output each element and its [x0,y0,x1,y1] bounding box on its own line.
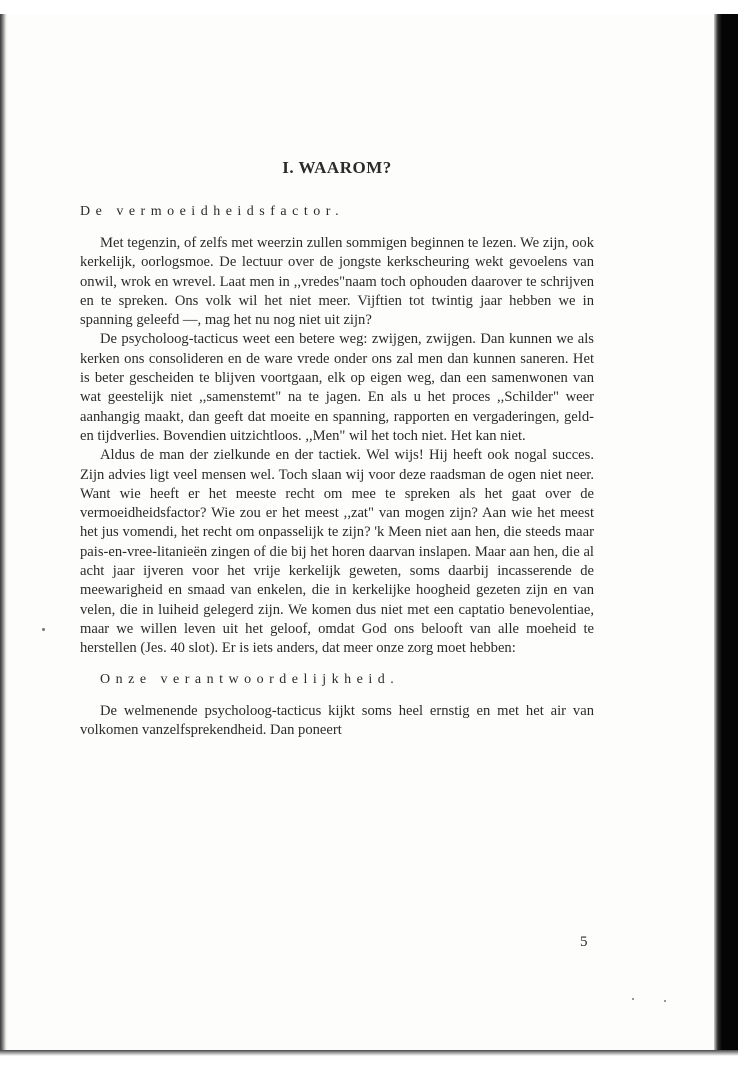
chapter-title: I. WAAROM? [282,158,392,177]
page-left-binding-edge [0,14,8,1054]
scan-speck [664,1000,666,1002]
paragraph: De psycholoog-tacticus weet een betere weg: zwijgen, zwijgen. Dan kunnen we als kerken ons consolideren en de ware vrede onder ons zal men dan kunnen saneren. Het is beter gescheiden te blijven voortgaan, elk op eigen weg, dan een samenwonen van wat geestelijk niet ,,samenstemt" na te jagen. En als u het proces ,,Schilder" weer aanhangig maakt, dan geeft dat moeite en spanning, rapporten en vergaderingen, geld- en tijdverlies. Bovendien uitzichtloos. ,,Men" wil het toch niet. Het kan niet. [80,331,594,444]
page-number: 5 [580,934,588,950]
page-body [80,158,594,740]
section-heading-vermoeidheidsfactor: De vermoeidheidsfactor. [80,204,345,219]
scan-speck [42,628,45,631]
paragraph: Met tegenzin, of zelfs met weerzin zullen sommigen beginnen te lezen. We zijn, ook kerkelijk, oorlogsmoe. De lectuur over de jongste kerkscheuring wekt gevoelens van onwil, wrok en wrevel. Laat men in ,,vredes"naam toch ophouden daarover te schrijven en te spreken. Ons volk wil het niet meer. Vijftien tot twintig jaar hebben we in spanning geleefd —, mag het nu nog niet uit zijn? [80,235,594,329]
paragraph: Aldus de man der zielkunde en der tactiek. Wel wijs! Hij heeft ook nogal succes. Zijn advies ligt veel mensen wel. Toch slaan wij voor deze raadsman de ogen niet neer. Want wie heeft er het meeste recht om mee te spreken als het gaat over de vermoeidheidsfactor? Wie zou er het meest ,,zat" van mogen zijn? Aan wie het meest het jus vomendi, het recht om onpasselijk te zijn? 'k Meen niet aan hen, die steeds maar pais-en-vree-litanieën zingen of die bij het horen daarvan inslapen. Maar aan hen, die al acht jaar ijveren voor het vrije kerkelijk geweten, soms daarbij incasserende de meewarigheid en smaad van enkelen, die in kerkelijke hoogheid gezeten zijn en van velen, die in luiheid gelegerd zijn. We komen dus niet met een captatio benevolentiae, maar we willen leven uit het geloof, omdat God ons belooft van alle moeheid te herstellen (Jes. 40 slot). Er is iets anders, dat meer onze zorg moet hebben: [80,447,594,657]
scan-speck [632,998,634,1000]
page-bottom-edge [0,1050,738,1068]
section-heading-verantwoordelijkheid: Onze verantwoordelijkheid. [100,671,400,687]
page-right-dark-edge [714,14,738,1054]
section-spacer [80,659,594,672]
page-top-margin [0,0,738,14]
paragraph: De welmenende psycholoog-tacticus kijkt soms heel ernstig en met het air van volkomen vanzelfsprekendheid. Dan poneert [80,702,594,738]
